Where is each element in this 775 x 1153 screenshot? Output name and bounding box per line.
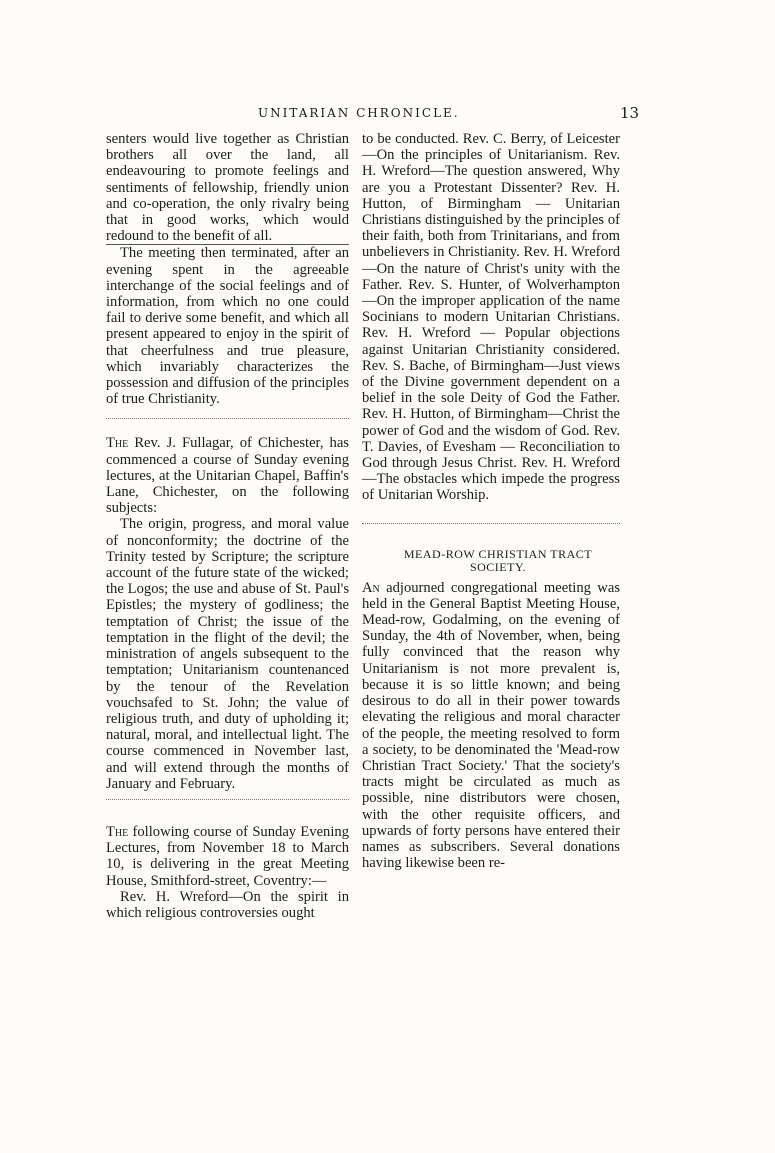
section-heading: MEAD-ROW CHRISTIAN TRACT [403,546,593,561]
paragraph-meeting-terminated: The meeting then terminated, after an evening spent in the agreeable interchange of the social feelings and of information, from which no one could fail to derive some benefit, and which all present appeared to enjoy in the spirit of that cheerfulness and true pleasure, which invariably characterizes the possession and diffusion of the principles of true Christianity. [106,245,349,408]
lead-word: The [106,435,129,452]
paragraph-text: Rev. J. Fullagar, of Chichester, has commenced a course of Sunday evening lectures, at the Unitarian Chapel, Baffin's Lane, Chichester, on the following subjects: [106,435,349,517]
paragraph-wreford-lecture: Rev. H. Wreford—On the spirit in which religious controversies ought [106,888,349,921]
page-number: 13 [620,104,640,122]
paragraph-meeting-close: senters would live together as Christian brothers all over the land, all endeavouring to promote feelings and sentiments of fellowship, friendly union and co-operation, the only rivalry being that in good works, which would redound to the benefit of all. [106,131,349,245]
paragraph-text: following course of Sunday Evening Lectures, from November 18 to March 10, is delivering in the great Meeting House, Smithford-street, Coventry:— [106,823,349,889]
paragraph-lecture-list: to be conducted. Rev. C. Berry, of Leicester—On the principles of Unitarianism. Rev. H. Wreford—The question answered, Why are you a Protestant Dissenter? Rev. H. Hutton, of Birmingham — Unitarian Christians distinguished by the principles of their faith, both from Trinitarians, and from unbelievers in Christianity. Rev. H. Wreford—On the nature of Christ's unity with the Father. Rev. S. Hunter, of Wolverhampton—On the improper application of the name Socinians to modern Unitarian Christians. Rev. H. Wreford — Popular objections against Unitarian Christianity considered. Rev. S. Bache, of Birmingham—Just views of the Divine government dependent on a belief in the sole Deity of God the Father. Rev. H. Hutton, of Birmingham—Christ the power of God and the wisdom of God. Rev. T. Davies, of Evesham — Reconciliation to God through Jesus Christ. Rev. H. Wreford—The obstacles which impede the progress of Unitarian Worship. [362,131,620,504]
running-title: UNITARIAN CHRONICLE. [258,106,460,120]
paragraph-lecture-subjects: The origin, progress, and moral value of nonconformity; the doctrine of the Trinity tested by Scripture; the scripture account of the future state of the wicked; the Logos; the use and abuse of St. Paul's Epistles; the mystery of godliness; the temptation of Christ; the issue of the temptation in the flight of the devil; the ministration of angels subsequent to the temptation; Unitarianism countenanced by the tenour of the Revelation vouchsafed to St. John; the value of religious truth, and duty of upholding it; natural, moral, and intellectual light. The course commenced in November last, and will extend through the months of January and February. [106,516,349,792]
section-divider [362,523,620,524]
left-column [106,131,349,921]
section-divider [106,799,349,800]
paragraph-tract-society [362,580,620,872]
paragraph-coventry-lectures [106,824,349,889]
lead-word: The [106,823,129,840]
section-divider [106,418,349,419]
paragraph-fullagar-lectures [106,435,349,516]
lead-word: An [362,579,380,596]
paragraph-text: adjourned congregational meeting was held in the General Baptist Meeting House, Mead-row, Godalming, on the evening of Sunday, the 4th of November, when, being fully convinced that the reason why Unitarianism is not more prevalent is, because it is so little known; and being desirous to do all in their power towards elevating the religious and moral character of the people, the meeting resolved to form a society, to be denominated the 'Mead-row Christian Tract Society.' That the society's tracts might be circulated as much as possible, nine distributors were chosen, with the other requisite officers, and upwards of forty persons have entered their names as subscribers. Several donations having likewise been re- [362,579,620,872]
section-heading-continued: SOCIETY. [469,559,527,574]
right-column [362,131,620,871]
